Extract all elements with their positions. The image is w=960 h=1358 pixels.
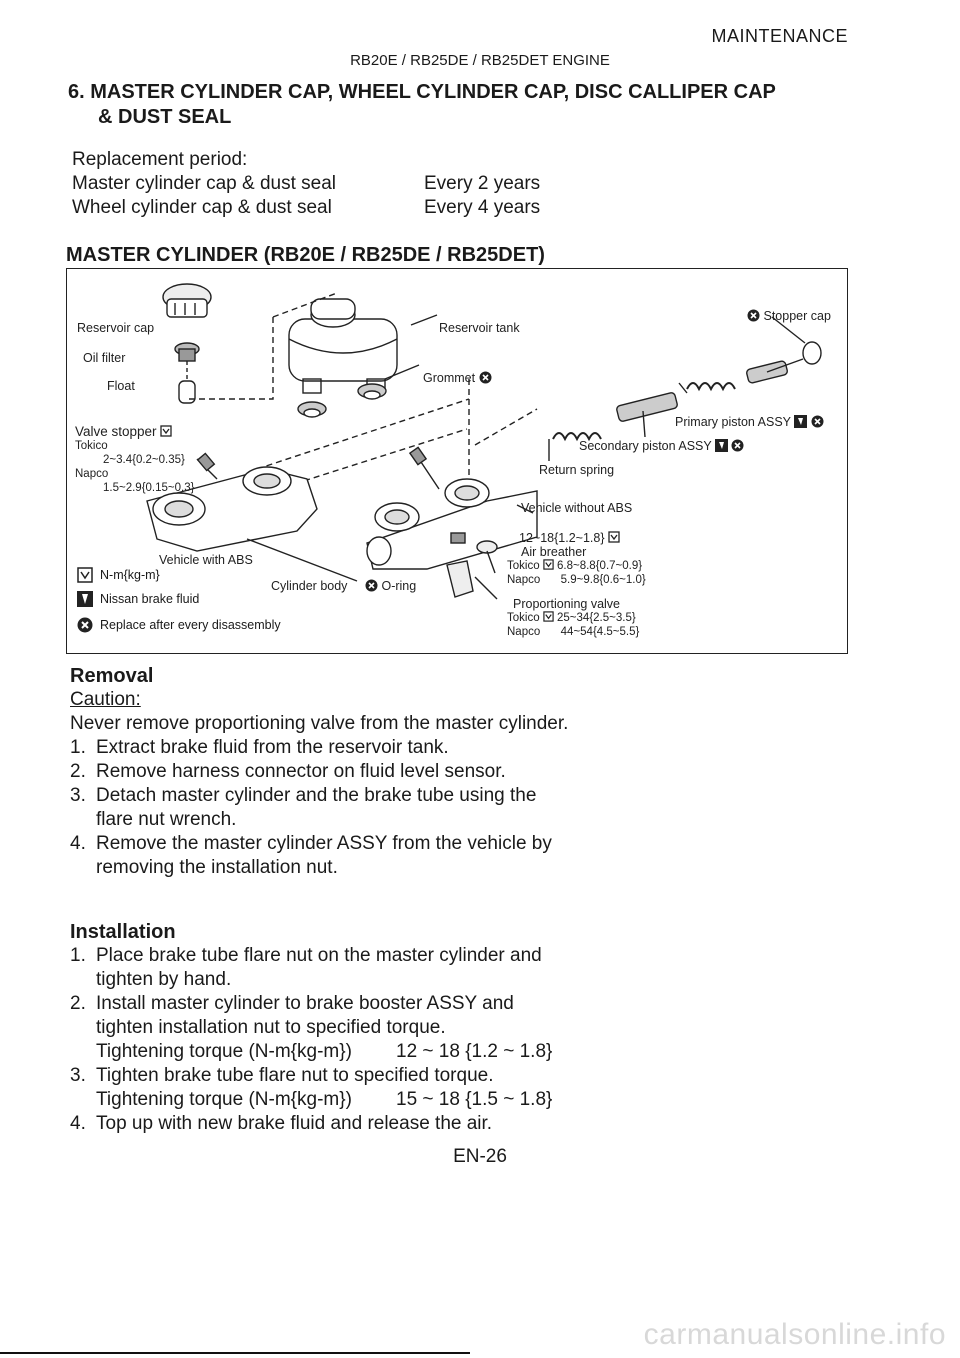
torque-value: 15 ~ 18 {1.5 ~ 1.8}: [396, 1089, 553, 1110]
label-valve-stopper: [75, 425, 172, 439]
torque-icon: [543, 559, 554, 570]
replacement-row: [72, 196, 540, 220]
label-float: Float: [107, 379, 135, 393]
label-cylinder-body: Cylinder body: [271, 579, 348, 593]
installation-heading: Installation: [70, 921, 176, 943]
removal-step-text: Detach master cylinder and the brake tube using the flare nut wrench.: [96, 785, 537, 830]
torque-spec: [96, 1040, 570, 1064]
label-proportioning-valve: Proportioning valve: [513, 597, 621, 611]
label-prop-napco: [507, 625, 639, 639]
label-vehicle-with-abs: Vehicle with ABS: [159, 553, 253, 567]
torque-icon: [543, 611, 554, 622]
torque-spec: [96, 1088, 570, 1112]
label-valve-napco-value: 1.5~2.9{0.15~0.3}: [103, 482, 195, 494]
label-air-tokico: [507, 559, 642, 573]
label-air-napco: [507, 573, 646, 587]
master-cylinder-diagram: [66, 268, 848, 654]
torque-icon: [160, 425, 172, 437]
label-stopper-cap: [747, 309, 831, 323]
torque-label: Tightening torque (N-m{kg-m}): [96, 1041, 352, 1062]
label-grommet-text: Grommet: [423, 371, 476, 385]
label-stopper-cap-text: Stopper cap: [763, 309, 831, 323]
label-air-tokico-value: 6.8~8.8{0.7~0.9}: [557, 560, 643, 572]
installation-step-text: Top up with new brake fluid and release the air.: [96, 1113, 493, 1134]
legend-torque-text: N-m{kg-m}: [100, 568, 160, 582]
installation-section: [70, 920, 570, 1136]
label-valve-tokico-value: 2~3.4{0.2~0.35}: [103, 454, 185, 466]
list-item: 4. Remove the master cylinder ASSY from the vehicle by removing the installation nut.: [70, 833, 552, 878]
replace-icon: [365, 579, 378, 592]
list-item: 2. Remove harness connector on fluid level sensor.: [70, 761, 506, 782]
replace-icon: [77, 617, 93, 633]
label-secondary-piston: [579, 439, 744, 453]
legend-brake-fluid: [77, 591, 199, 607]
page-number: EN-26: [453, 1146, 507, 1167]
replacement-item: Master cylinder cap & dust seal: [72, 173, 337, 194]
label-prop-napco-text: Napco: [507, 626, 541, 638]
list-item: 4. Top up with new brake fluid and release the air.: [70, 1113, 493, 1134]
list-item: 3. Detach master cylinder and the brake tube using the flare nut wrench.: [70, 785, 537, 830]
header-engine-label: RB20E / RB25DE / RB25DET ENGINE: [350, 52, 610, 69]
removal-heading: Removal: [70, 665, 154, 687]
label-reservoir-tank: Reservoir tank: [439, 321, 520, 335]
legend-replace-text: Replace after every disassembly: [100, 618, 281, 632]
caution-text: Never remove proportioning valve from the master cylinder.: [70, 713, 569, 734]
replace-icon: [731, 439, 744, 452]
label-vehicle-without-abs: Vehicle without ABS: [521, 501, 633, 515]
brake-fluid-icon: [794, 415, 807, 428]
label-reservoir-cap: Reservoir cap: [77, 321, 155, 335]
brake-fluid-icon: [715, 439, 728, 452]
label-grommet: [423, 371, 492, 385]
label-valve-napco: Napco: [75, 468, 109, 480]
label-air-napco-text: Napco: [507, 574, 541, 586]
legend-replace: [77, 617, 281, 633]
removal-step-text: Remove the master cylinder ASSY from the vehicle by removing the installation nut.: [96, 833, 552, 878]
removal-step-text: Remove harness connector on fluid level sensor.: [96, 761, 506, 782]
list-item: 3. Tighten brake tube flare nut to specified torque. Tightening torque (N-m{kg-m}) 15 ~ 18 {1.5 ~ 1.8}: [70, 1064, 570, 1112]
header-section-label: MAINTENANCE: [711, 26, 848, 46]
replace-icon: [811, 415, 824, 428]
torque-label: Tightening torque (N-m{kg-m}): [96, 1089, 352, 1110]
label-air-napco-value: 5.9~9.8{0.6~1.0}: [560, 574, 646, 586]
label-oil-filter: Oil filter: [83, 351, 126, 365]
label-air-tokico-text: Tokico: [507, 560, 540, 572]
replace-icon: [747, 309, 760, 322]
label-secondary-piston-text: Secondary piston ASSY: [579, 439, 712, 453]
list-item: 1. Extract brake fluid from the reservoir tank.: [70, 737, 449, 758]
replacement-period-value: Every 2 years: [424, 173, 541, 194]
label-prop-tokico-value: 25~34{2.5~3.5}: [557, 612, 636, 624]
figure-title: MASTER CYLINDER (RB20E / RB25DE / RB25DET): [66, 244, 545, 266]
removal-section: [70, 664, 570, 880]
label-breather-torque: [519, 531, 620, 545]
label-prop-tokico-text: Tokico: [507, 612, 540, 624]
section-title-line1: 6. MASTER CYLINDER CAP, WHEEL CYLINDER CAP, DISC CALLIPER CAP: [68, 81, 776, 103]
removal-step-text: Extract brake fluid from the reservoir tank.: [96, 737, 449, 758]
section-title: [68, 80, 776, 130]
removal-steps: [70, 736, 570, 880]
list-item: 2. Install master cylinder to brake booster ASSY and tighten installation nut to specified torque. Tightening torque (N-m{kg-m}) 12 ~ 18 {1.2 ~ 1.8}: [70, 992, 570, 1064]
legend-torque: [77, 567, 160, 583]
label-valve-stopper-text: Valve stopper: [75, 424, 157, 439]
footer-divider: [0, 1352, 470, 1354]
torque-value: 12 ~ 18 {1.2 ~ 1.8}: [396, 1041, 553, 1062]
section-title-line2: & DUST SEAL: [98, 106, 232, 128]
replacement-row: [72, 172, 540, 196]
label-valve-tokico: Tokico: [75, 440, 108, 452]
legend-brake-fluid-text: Nissan brake fluid: [100, 592, 200, 606]
label-primary-piston: [675, 415, 824, 429]
replacement-label: Replacement period:: [72, 149, 248, 170]
label-o-ring: [365, 579, 416, 593]
label-prop-tokico: [507, 611, 636, 625]
label-primary-piston-text: Primary piston ASSY: [675, 415, 791, 429]
label-return-spring: Return spring: [539, 463, 615, 477]
label-prop-napco-value: 44~54{4.5~5.5}: [560, 626, 640, 638]
installation-step-text: Place brake tube flare nut on the master cylinder and tighten by hand.: [96, 945, 542, 990]
label-breather-torque-text: 12~18{1.2~1.8}: [519, 531, 605, 545]
replace-icon: [479, 371, 492, 384]
replacement-period-value: Every 4 years: [424, 197, 541, 218]
label-air-breather: Air breather: [521, 545, 587, 559]
replacement-item: Wheel cylinder cap & dust seal: [72, 197, 332, 218]
list-item: 1. Place brake tube flare nut on the master cylinder and tighten by hand.: [70, 945, 542, 990]
label-o-ring-text: O-ring: [381, 579, 417, 593]
replacement-period: [72, 148, 540, 220]
brake-fluid-icon: [77, 591, 93, 607]
caution-label: Caution:: [70, 689, 141, 710]
installation-step-text: Install master cylinder to brake booster ASSY and tighten installation nut to specified torque.: [96, 993, 514, 1038]
installation-step-text: Tighten brake tube flare nut to specified torque.: [96, 1065, 494, 1086]
torque-icon: [608, 531, 620, 543]
installation-steps: [70, 944, 570, 1136]
torque-icon: [77, 567, 93, 583]
watermark: carmanualsonline.info: [643, 1318, 946, 1351]
